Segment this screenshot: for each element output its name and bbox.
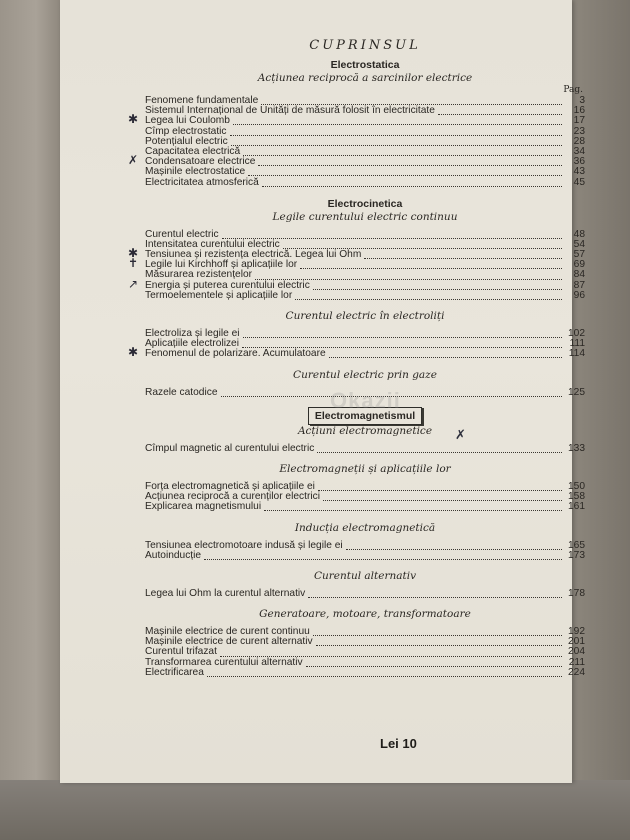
dot-leader: [283, 241, 562, 249]
handwritten-mark: ✱: [128, 112, 139, 127]
toc-entry-title: Potențialul electric: [145, 135, 228, 147]
section-subheading: Curentul alternativ: [313, 569, 417, 582]
dot-leader: [346, 542, 562, 550]
dot-leader: [316, 638, 562, 646]
toc-entry: [145, 167, 585, 177]
dot-leader: [255, 272, 562, 280]
toc-entry: [145, 291, 585, 301]
section-heading-boxed: Electromagnetismul: [308, 407, 422, 425]
toc-entry-page: 84: [573, 269, 585, 281]
toc-entry-page: 87: [573, 279, 585, 291]
dot-leader: [295, 292, 562, 300]
dot-leader: [300, 261, 562, 269]
dot-leader: [230, 128, 562, 136]
section-subheading: Legile curentului electric continuu: [272, 210, 458, 223]
handwritten-mark: ✗: [455, 428, 466, 443]
toc-entry-page: 173: [568, 549, 585, 561]
dot-leader: [231, 138, 562, 146]
toc-entry: [145, 589, 585, 599]
toc-entry-page: 178: [568, 587, 585, 599]
toc-entry-title: Fenomene fundamentale: [145, 95, 259, 106]
toc-entry-page: 17: [573, 115, 585, 127]
dot-leader: [438, 107, 562, 115]
toc-entry-title: Transformarea curentului alternativ: [145, 656, 303, 668]
toc-entry-title: Curentul electric: [145, 228, 219, 240]
handwritten-mark: ✱: [128, 246, 139, 261]
handwritten-mark: ↗: [128, 276, 139, 291]
dot-leader: [258, 158, 562, 166]
spacer: [145, 599, 585, 608]
dot-leader: [243, 330, 562, 338]
spacer: [145, 188, 585, 197]
dot-leader: [233, 117, 562, 125]
toc-entry: [145, 668, 585, 678]
toc-entry-page: 54: [573, 238, 585, 250]
table-of-contents: [128, 38, 585, 687]
toc-entry-title: Intensitatea curentului electric: [145, 238, 280, 250]
dot-leader: [313, 282, 562, 290]
toc-entry-page: 111: [569, 338, 585, 350]
toc-entry-title: Legile lui Kirchhoff și aplicațiile lor: [145, 259, 298, 271]
toc-entry-page: 45: [573, 176, 585, 188]
section-subheading: Generatoare, motoare, transformatoare: [259, 608, 471, 621]
section-subheading: Electromagneții și aplicațiile lor: [279, 462, 451, 475]
dot-leader: [248, 168, 562, 176]
dot-leader: [204, 552, 562, 560]
toc-entry-page: 16: [573, 105, 585, 117]
toc-entry-title: Autoinducție: [145, 549, 202, 561]
toc-entry-page: 204: [568, 646, 585, 658]
toc-entry-title: Tensiunea și rezistența electrică. Legea lui Ohm: [145, 249, 362, 261]
toc-entry-page: 69: [573, 259, 585, 271]
toc-entry-page: 150: [568, 480, 585, 492]
dot-leader: [313, 628, 562, 636]
dot-leader: [323, 493, 562, 501]
spacer: [145, 454, 585, 463]
toc-entry: [145, 444, 585, 454]
dot-leader: [364, 251, 562, 259]
section-subheading: Curentul electric prin gaze: [293, 368, 437, 381]
toc-entry-title: Acțiunea reciprocă a curenților electrici: [145, 491, 320, 503]
spacer: [145, 513, 585, 522]
toc-entry-title: Mașinile electrostatice: [145, 166, 246, 178]
section-heading: Electrocinetica: [327, 197, 403, 210]
toc-entry-title: Măsurarea rezistențelor: [145, 269, 253, 281]
spacer: [145, 561, 585, 570]
toc-entry: [145, 502, 585, 512]
toc-entry-title: Forța electromagnetică și aplicațiile ei: [145, 480, 315, 492]
dot-leader: [264, 503, 562, 511]
toc-entry: [145, 178, 585, 188]
toc-entry-page: 114: [568, 348, 585, 360]
section-heading: Electrostatica: [330, 59, 400, 71]
spacer: [145, 678, 585, 687]
toc-entry-title: Energia și puterea curentului electric: [145, 279, 310, 291]
dot-leader: [261, 97, 562, 105]
toc-entry-page: 102: [568, 328, 585, 339]
watermark: Okazii: [330, 388, 401, 413]
dot-leader: [308, 590, 562, 598]
toc-entry-title: Electricitatea atmosferică: [145, 176, 259, 188]
price-label: Lei 10: [380, 736, 417, 751]
dot-leader: [318, 483, 562, 491]
toc-entry-title: Razele catodice: [145, 386, 218, 398]
dot-leader: [243, 148, 562, 156]
toc-entry: [145, 658, 585, 668]
toc-entry-page: 133: [568, 442, 585, 454]
spacer: [145, 301, 585, 310]
toc-entry-title: Termoelementele și aplicațiile lor: [145, 289, 293, 301]
dot-leader: [317, 445, 562, 453]
toc-entry-page: 96: [573, 289, 585, 301]
page-title: CUPRINSUL: [309, 38, 421, 53]
section-subheading: Acțiuni electromagnetice: [297, 424, 433, 437]
toc-entry-title: Explicarea magnetismului: [145, 501, 262, 513]
dot-leader: [262, 179, 562, 187]
toc-entry-title: Curentul trifazat: [145, 646, 217, 658]
toc-entry-page: 211: [568, 656, 585, 668]
toc-entry-page: 57: [573, 249, 585, 261]
toc-entry-title: Sistemul Internațional de Unități de măsură folosit în electricitate: [145, 105, 435, 117]
book-page: [60, 0, 585, 783]
toc-entry-title: Legea lui Ohm la curentul alternativ: [145, 587, 306, 599]
section-subheading: Curentul electric în electroliți: [285, 310, 445, 322]
toc-entry-page: 161: [568, 501, 585, 513]
toc-entry-page: 125: [568, 386, 585, 398]
toc-entry-page: 34: [573, 145, 585, 157]
dot-leader: [220, 649, 562, 657]
bottom-background: [0, 780, 630, 840]
section-subheading: Acțiunea reciprocă a sarcinilor electrice: [257, 72, 473, 84]
toc-entry-page: 48: [573, 228, 585, 240]
toc-entry-page: 224: [568, 666, 585, 678]
toc-entry: [128, 345, 585, 360]
toc-entry-title: Electroliza și legile ei: [145, 328, 240, 339]
spacer: [145, 360, 585, 369]
toc-entry-title: Aplicațiile electrolizei: [145, 338, 239, 350]
toc-entry-title: Legea lui Coulomb: [145, 115, 230, 127]
dot-leader: [242, 340, 562, 348]
toc-entry-page: 23: [573, 125, 585, 137]
toc-entry-title: Condensatoare electrice: [145, 156, 256, 168]
page-column-label: Pag.: [563, 85, 583, 95]
dot-leader: [207, 669, 562, 677]
toc-entry-page: 192: [568, 626, 585, 638]
toc-entry-title: Mașinile electrice de curent continuu: [145, 626, 310, 638]
left-background: [0, 0, 60, 840]
toc-entry-title: Fenomenul de polarizare. Acumulatoare: [145, 348, 326, 360]
handwritten-mark: ✱: [128, 345, 139, 360]
toc-entry-page: 158: [568, 491, 585, 503]
section-subheading: Inducția electromagnetică: [294, 521, 436, 534]
toc-entry-title: Cîmpul magnetic al curentului electric: [145, 442, 315, 454]
toc-entry-title: Electrificarea: [145, 666, 204, 678]
handwritten-mark: ✝: [128, 256, 139, 271]
dot-leader: [329, 350, 562, 358]
toc-entry-title: Cîmp electrostatic: [145, 125, 227, 137]
dot-leader: [306, 659, 562, 667]
handwritten-mark: ✗: [128, 153, 139, 168]
toc-entry-title: Mașinile electrice de curent alternativ: [145, 636, 313, 648]
toc-entry-page: 36: [573, 156, 585, 168]
dot-leader: [222, 231, 562, 239]
toc-entry-title: Tensiunea electromotoare indusă și legile ei: [145, 539, 343, 551]
toc-entry: [145, 541, 585, 551]
toc-entry-page: 165: [568, 539, 585, 551]
toc-entry-page: 3: [579, 95, 585, 106]
toc-entry-page: 28: [573, 135, 585, 147]
toc-entry-title: Capacitatea electrică: [145, 145, 241, 157]
toc-entry: [145, 551, 585, 561]
toc-entry-page: 201: [568, 636, 585, 648]
toc-entry-page: 43: [573, 166, 585, 178]
